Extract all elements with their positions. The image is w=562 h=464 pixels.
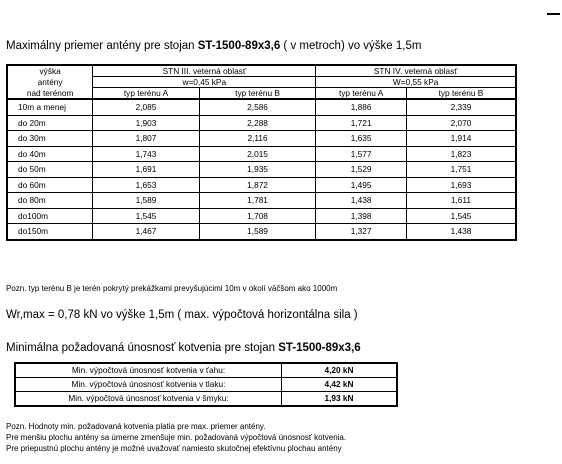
- value-cell: 1,807: [93, 131, 200, 147]
- anchoring-title: Minimálna požadovaná únosnosť kotvenia pre stojan ST-1500-89x3,6: [6, 342, 361, 354]
- note-line: Pre menšiu plochu antény sa úmerne zmenšuje min. požadovaná výpočtová únosnosť kotvenia.: [6, 433, 347, 442]
- value-cell: 2,339: [406, 99, 516, 115]
- table-row: [7, 99, 516, 115]
- value-cell: 1,611: [406, 193, 516, 209]
- value-cell: 1,589: [199, 224, 316, 240]
- zone4-pressure: W=0,55 kPa: [316, 77, 516, 88]
- corner-mark: [547, 13, 560, 15]
- col-terrain-b: typ terénu B: [406, 88, 516, 100]
- value-cell: 1,438: [406, 224, 516, 240]
- value-cell: 1,886: [316, 99, 407, 115]
- value-cell: 1,743: [93, 146, 200, 162]
- height-cell: do 30m: [7, 131, 93, 147]
- anchoring-table: [14, 362, 398, 407]
- row-header-line: výška: [7, 65, 93, 77]
- note-line: Pozn. Hodnoty min. požadovaná kotvenia platia pre max. priemer antény.: [6, 422, 266, 431]
- table-body: [7, 99, 516, 240]
- height-cell: do100m: [7, 208, 93, 224]
- value-cell: 1,438: [316, 193, 407, 209]
- zone3-title: STN III. veterná oblasť: [93, 65, 316, 77]
- table-row: [7, 193, 516, 209]
- row-header-line: nad terénom: [7, 88, 93, 100]
- value-cell: 1,903: [93, 115, 200, 131]
- zone3-pressure: w=0,45 kPa: [93, 77, 316, 88]
- note-line: Pre priepustnú plochu antény je možné uvažovať namiesto skutočnej efektívnu plochau antény: [6, 444, 342, 453]
- value-cell: 2,085: [93, 99, 200, 115]
- height-cell: do 40m: [7, 146, 93, 162]
- zone4-title: STN IV. veterná oblasť: [316, 65, 516, 77]
- value-cell: 1,721: [316, 115, 407, 131]
- load-label: Min. výpočtová únosnosť kotvenia v tlaku:: [15, 378, 282, 392]
- col-terrain-a: typ terénu A: [93, 88, 200, 100]
- table-title: Maximálny priemer antény pre stojan ST-1500-89x3,6 ( v metroch) vo výške 1,5m: [6, 40, 422, 52]
- value-cell: 1,872: [199, 177, 316, 193]
- value-cell: 1,781: [199, 193, 316, 209]
- height-cell: do 50m: [7, 162, 93, 178]
- value-cell: 2,586: [199, 99, 316, 115]
- height-cell: 10m a menej: [7, 99, 93, 115]
- load-value: 4,42 kN: [282, 378, 398, 392]
- value-cell: 2,015: [199, 146, 316, 162]
- load-label: Min. výpočtová únosnosť kotvenia v ťahu:: [15, 363, 282, 378]
- height-cell: do 60m: [7, 177, 93, 193]
- table-row: [7, 177, 516, 193]
- value-cell: 1,545: [406, 208, 516, 224]
- table-row: [15, 363, 397, 378]
- value-cell: 1,691: [93, 162, 200, 178]
- height-cell: do150m: [7, 224, 93, 240]
- value-cell: 1,708: [199, 208, 316, 224]
- table-row: [7, 131, 516, 147]
- value-cell: 2,070: [406, 115, 516, 131]
- wr-max-line: Wr,max = 0,78 kN vo výške 1,5m ( max. výpočtová horizontálna sila ): [6, 309, 358, 321]
- table-row: [7, 224, 516, 240]
- value-cell: 1,935: [199, 162, 316, 178]
- value-cell: 1,577: [316, 146, 407, 162]
- value-cell: 1,545: [93, 208, 200, 224]
- value-cell: 1,693: [406, 177, 516, 193]
- value-cell: 1,529: [316, 162, 407, 178]
- value-cell: 1,589: [93, 193, 200, 209]
- bottom-notes: [6, 421, 346, 454]
- value-cell: 2,116: [199, 131, 316, 147]
- height-cell: do 80m: [7, 193, 93, 209]
- value-cell: 1,467: [93, 224, 200, 240]
- value-cell: 1,914: [406, 131, 516, 147]
- antenna-diameter-table: [6, 64, 517, 241]
- value-cell: 1,653: [93, 177, 200, 193]
- table-row: [7, 115, 516, 131]
- value-cell: 1,823: [406, 146, 516, 162]
- col-terrain-b: typ terénu B: [199, 88, 316, 100]
- col-terrain-a: typ terénu A: [316, 88, 407, 100]
- height-cell: do 20m: [7, 115, 93, 131]
- table-row: [7, 208, 516, 224]
- table-row: [7, 146, 516, 162]
- value-cell: 1,635: [316, 131, 407, 147]
- value-cell: 2,288: [199, 115, 316, 131]
- table-row: [15, 392, 397, 407]
- load-value: 4,20 kN: [282, 363, 398, 378]
- table-row: [7, 162, 516, 178]
- value-cell: 1,398: [316, 208, 407, 224]
- value-cell: 1,495: [316, 177, 407, 193]
- value-cell: 1,327: [316, 224, 407, 240]
- load-value: 1,93 kN: [282, 392, 398, 407]
- load-label: Min. výpočtová únosnosť kotvenia v šmyku:: [15, 392, 282, 407]
- value-cell: 1,751: [406, 162, 516, 178]
- row-header-line: antény: [7, 77, 93, 88]
- table-row: [15, 378, 397, 392]
- terrain-note: Pozn. typ terénu B je terén pokrytý prekážkami prevyšujúcimi 10m v okolí väčšom ako 1000m: [6, 284, 338, 293]
